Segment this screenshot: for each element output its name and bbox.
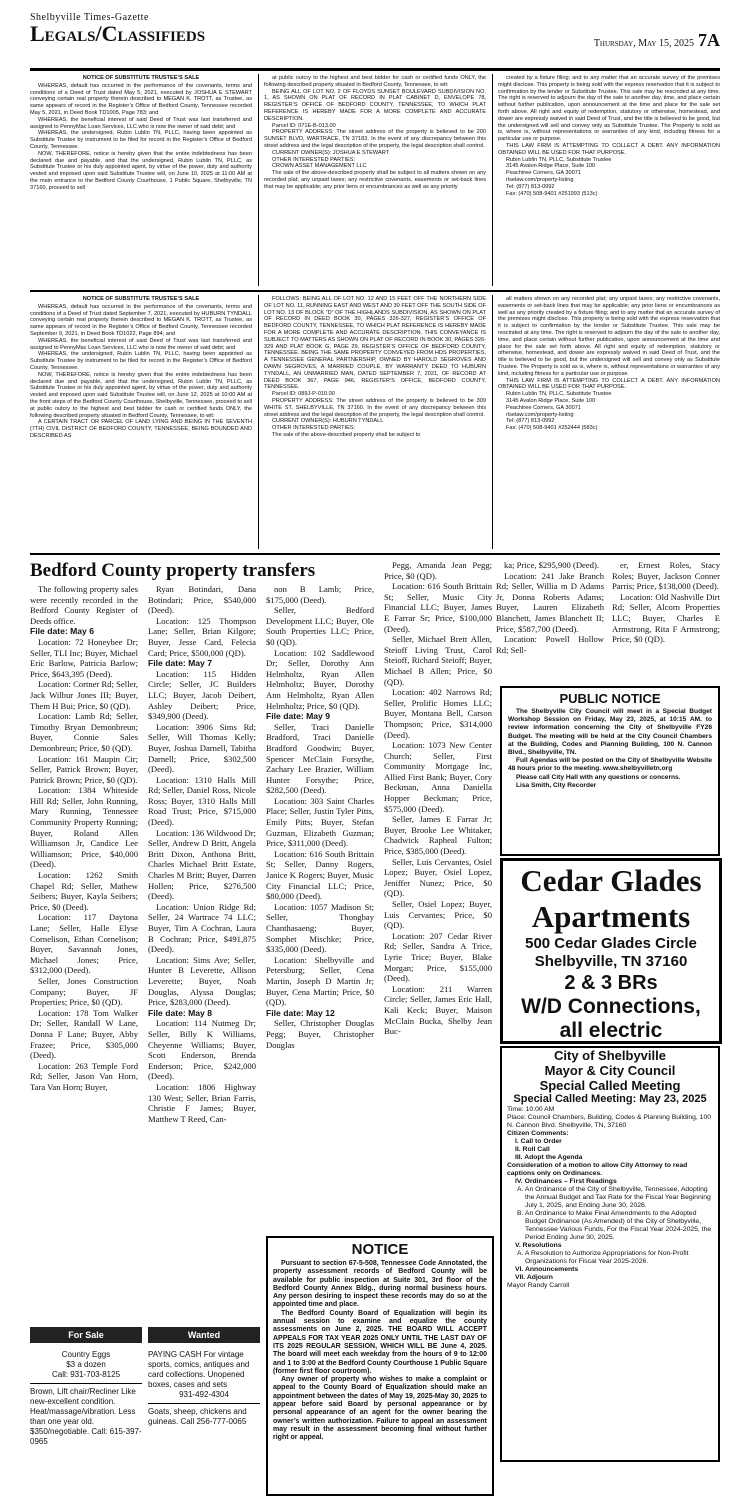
for-sale-header: For Sale bbox=[30, 1327, 142, 1343]
transfers-col6: er, Ernest Roles, Stacy Roles; Buyer, Jackson Conner Parris; Price, $138,000 (Deed). Location: Old Nashville Dirt Rd; Seller, Alcorn Properties LLC; Buyer, Charles E Armstrong, Rita F Armstrong; Price, $0 (QD). bbox=[612, 560, 720, 645]
ad-city: Shelbyville, TN 37160 bbox=[534, 953, 688, 970]
equal-housing-icon bbox=[693, 1043, 715, 1044]
section-title: Legals/Classifieds bbox=[30, 21, 206, 46]
ad-feature1: W/D Connections, bbox=[521, 995, 701, 1018]
notice1-col3: created by a fixture filing; and to any matter that an accurate survey of the premises might disclose. This property is being sold with the express reservation that it is subject to confirmation by the lender or Substitute Trustee. This sale may be rescinded at any time. The right is reserved to adjourn the day of the sale to another day, time, and place certain without further publication, upon announcement at the time and place for the sale set forth above. All right and equity of redemption, statutory or otherwise, homestead, and dower are expressly waived in said Deed of Trust, and the title is believed to be good, but the undersigned will sell and convey only as Substitute Trustee. The Property is sold as is, where is, without representations or warranties of any kind, including fitness for a particular use or purpose. THIS LAW FIRM IS ATTEMPTING TO COLLECT A DEBT. ANY INFORMATION OBTAINED WILL BE USED FOR THAT PURPOSE. Rubin Lublin TN, PLLC, Substitute Trustee 3145 Avalon Ridge Place, Suite 100 Peachtree Corners, GA 30071 rlselaw.com/property-listing Tel: (877) 813-0992 Fax: (470) 508-9401 #251993 (513c) bbox=[498, 75, 720, 197]
ad-feature2: all electric bbox=[559, 1019, 663, 1042]
transfers-headline: Bedford County property transfers bbox=[30, 560, 316, 581]
notice2-col2: FOLLOWS: BEING ALL OF LOT NO. 12 AND 15 FEET OFF THE NORTHERN SIDE OF LOT NO. 11, RUNNING EAST AND WEST AND 30 FEET OFF THE SOUTH SIDE OF LOT NO. 13 OF BLOCK “D” OF THE HIGHLANDS SUBDIVISION, AS SHOWN ON PLAT OF RECORD IN DEED BOOK 30, PAGES 326-327, REGISTER’S OFFICE OF BEDFORD COUNTY, TENNESSEE, TO WHICH PLAT REFERENCE IS HEREBY MADE FOR A MORE COMPLETE AND ACCURATE DESCRIPTION. THIS CONVEYANCE IS SUBJECT TO MATTERS AS SHOWN ON PLAT OF RECORD IN BOOK 30, PAGES 326-329 AND PLAT BOOK G, PAGE 29, REGISTER’S OFFICE OF BEDFORD COUNTY, TENNESSEE. BEING THE SAME PROPERTY CONVEYED FROM HDS PROPERTIES, A TENNESSEE GENERAL PARTNERSHIP, OWNED BY HAROLD SEGROVES AND DAWN SEGROVES, A MARRIED COUPLE, BY WARRANTY DEED TO HUBURN TYNDALL, AN UNMARRIED MAN, DATED SEPTEMBER 7, 2021, OF RECORD AT DEED BOOK 367, PAGE 946, REGISTER’S OFFICE, BEDFORD COUNTY, TENNESSEE. Parcel ID: 089J-P-010.00 PROPERTY ADDRESS: The street address of the property is believed to be 309 WHITE ST, SHELBYVILLE, TN 37160. In the event of any discrepancy between this street address and the legal description of the property, the legal description shall control. CURRENT OWNER(S): HUBURN TYNDALL OTHER INTERESTED PARTIES: The sale of the above-described property shall be subject to bbox=[264, 296, 486, 438]
page-number: 7A bbox=[698, 30, 720, 50]
tax-notice-box: NOTICE Pursuant to section 67-5-508, Tennessee Code Annotated, the property assessment records of Bedford County will be available for public inspection at Suite 301, 3rd floor of the Bedford County Annex Bldg., during normal business hours. Any person desiring to inspect these records may do so at the appointed time and place. The Bedford County Board of Equalization will begin its annual session to examine and equalize the county assessments on June 2, 2025. THE BOARD WILL ACCEPT APPEALS FOR TAX YEAR 2025 ONLY UNTIL THE LAST DAY OF ITS 2025 REGULAR SESSION, WHICH WILL BE June 4, 2025. The board will meet each weekday from the hours of 9 to 12:00 and 1 to 3:00 at the Bedford County Courthouse 1 Public Square (former first floor courtroom). Any owner of property who wishes to make a complaint or appeal to the County Board of Equalization should make an appointment between the dates of May 19, 2025-May 30, 2025 to appear before said Board by personal appearance or by personal appearance of an agent for the owner bearing the owner’s written authorization. Failure to appeal an assessment may result in the assessment becoming final without further right or appeal. bbox=[266, 1236, 494, 1496]
notice2-col1: NOTICE OF SUBSTITUTE TRUSTEE’S SALE WHEREAS, default has occurred in the performance of the covenants, terms and conditions of a Deed of Trust dated September 7, 2021, executed by HUBURN TYNDALL conveying certain real property therein described to MEGAN K. TROTT, as Trustee, as same appears of record in the Register’s Office of Bedford County, Tennessee recorded September 9, 2021, in Deed Book TD1022, Page 894; and WHEREAS, the beneficial interest of said Deed of Trust was last transferred and assigned to PennyMac Loan Services, LLC who is now the owner of said debt; and WHEREAS, the undersigned, Rubin Lublin TN, PLLC, having been appointed as Substitute Trustee by instrument to be filed for record in the Register’s Office of Bedford County, Tennessee. NOW, THEREFORE, notice is hereby given that the entire indebtedness has been declared due and payable, and that the undersigned, Rubin Lublin TN, PLLC, as Substitute Trustee or his duly appointed agent, by virtue of the power, duty and authority vested and imposed upon said Substitute Trustee will, on June 12, 2025 at 10:00 AM at the front steps of the Bedford County Courthouse, Shelbyville, Tennessee, proceed to sell at public outcry to the highest and best bidder for cash or certified funds ONLY, the following described property situated in Bedford County, Tennessee, to wit: A CERTAIN TRACT OR PARCEL OF LAND LYING AND BEING IN THE SEVENTH (7TH) CIVIL DISTRICT OF BEDFORD COUNTY, TENNESSEE, BEING BOUNDED AND DESCRIBED AS bbox=[30, 296, 252, 439]
wanted-header: Wanted bbox=[148, 1327, 260, 1343]
meeting-title: Special Called Meeting bbox=[539, 1078, 681, 1093]
transfers-col3: non B Lamb; Price, $175,000 (Deed). Seller, Bedford Development LLC; Buyer, Ole South Properties LLC; Price, $0 (QD). Location: 102 Saddlewood Dr; Seller, Dorothy Ann Helmholtz, Ryan Allen Helmholtz; Buyer, Dorothy Ann Helmholtz, Ryan Allen Helmholtz; Price, $0 (QD). File date: May 9 Seller, Traci Danielle Bradford, Traci Danielle Bradford Goodwin; Buyer, Spencer McClain Forsythe, Zachary Lee Brazier, William Hunter Forsythe; Price, $282,500 (Deed). Location: 303 Saint Charles Place; Seller, Justin Tyler Pitts, Emily Pitts; Buyer, Stefan Guzman, Elizabeth Guzman; Price, $311,000 (Deed). Location: 616 South Brittain St; Seller, Danny Rogers, Janice K Rogers; Buyer, Music City Financial LLC; Price, $80,000 (Deed). Location: 1057 Madison St; Seller, Thongbay Chanthasaeng; Buyer, Somphet Mischke; Price, $335,000 (Deed). Location: Shelbyville and Petersburg; Seller, Cena Martin, Joseph D Martin Jr; Buyer, Cena Martin; Price, $0 (QD). File date: May 12 Seller, Christopher Douglas Pegg; Buyer, Christopher Douglas bbox=[266, 584, 374, 1050]
wheelchair-icon bbox=[507, 1043, 534, 1044]
publication-name: Shelbyville Times-Gazette bbox=[30, 12, 149, 23]
public-notice-box: PUBLIC NOTICE The Shelbyville City Council will meet in a Special Budget Workshop Session on Friday, May 23, 2025, at 10:15 AM. to review information concerning the City of Shelbyville FY26 Budget. The meeting will be held at the City Council Chambers at the Building, Codes and Planning Building, 100 N. Cannon Blvd., Shelbyville, TN. Full Agendas will be posted on the City of Shelbyville Website 48 hours prior to the meeting. www.shelbyvilletn.org Please call City Hall with any questions or concerns. Lisa Smith, City Recorder bbox=[500, 686, 720, 856]
transfers-col4: Pegg, Amanda Jean Pegg; Price, $0 (QD). Location: 616 South Brittain St; Seller, Music City Financial LLC; Buyer, James E Farrar Sr; Price, $100,000 (Deed). Seller, Michael Brett Allen, Steioff Living Trust, Carol Steioff, Richard Steioff; Buyer, Michael B Allen; Price, $0 (QD). Location: 402 Narrows Rd; Seller, Prolific Homes LLC; Buyer, Montana Bell, Carson Thompson; Price, $314,000 (Deed). Location: 1073 New Center Church; Seller, First Community Mortgage Inc, Allied First Bank; Buyer, Cory Beckman, Anna Daniella Hopper Beckman; Price, $575,000 (Deed). Seller, James E Farrar Jr; Buyer, Brooke Lee Whitaker, Chadwick Rapheal Fulton; Price, $385,000 (Deed). Seller, Luis Cervantes, Osiel Lopez; Buyer, Osiel Lopez, Jeniffer Nunez; Price, $0 (QD). Seller, Osiel Lopez; Buyer, Luis Cervantes; Price, $0 (QD). Location: 207 Cedar River Rd; Seller, Sandra A Trice, Lyrie Trice; Buyer, Blake Morgan; Price, $155,000 (Deed). Location: 211 Warren Circle; Seller, James Eric Hall, Kali Keck; Buyer, Maison McClain Bucka, Shelby Jean Buc- bbox=[384, 560, 492, 1037]
transfers-col5: ka; Price, $295,900 (Deed). Location: 241 Jake Branch Rd; Seller, Willia m D Adams Jr, Donna Roberts Adams; Buyer, Lauren Elizabeth Blanchett, James Blanchett II; Price, $587,700 (Deed). Location: Powell Hollow Rd; Sell- bbox=[496, 560, 604, 655]
ad-units: 2 & 3 BRs bbox=[564, 972, 658, 994]
issue-date: Thursday, May 15, 2025 7A bbox=[593, 30, 720, 50]
cedar-glades-ad bbox=[500, 858, 722, 1044]
for-sale-listings: Country Eggs $3 a dozen Call: 931-703-8125 Brown, Lift chair/Recliner Like new-excellent condition. Heat/massage/vibration. Less than one year old. $350/negotiable. Call: 615-397-0965 bbox=[30, 1350, 142, 1446]
wanted-listings: PAYING CASH For vintage sports, comics, antiques and card collections. Unopened boxes, cases and sets 931-492-4304 Goats, sheep, chickens and guineas. Call 256-777-0065 bbox=[148, 1350, 260, 1490]
notice2-col3: all matters shown on any recorded plat; any unpaid taxes; any restrictive covenants, easements or set-back lines that may be applicable; any prior liens or encumbrances as well as any priority created by a fixture filing; and to any matter that an accurate survey of the premises might disclose. This property is being sold with the express reservation that it is subject to confirmation by the lender or Substitute Trustee. This sale may be rescinded at any time. The right is reserved to adjourn the day of the sale to another day, time, and place certain without further publication, upon announcement at the time and place for the sale set forth above. All right and equity of redemption, statutory or otherwise, homestead, and dower are expressly waived in said Deed of Trust, and the title is believed to be good, but the undersigned will sell and convey only as Substitute Trustee. The Property is sold as is, where is, without representations or warranties of any kind, including fitness for a particular use or purpose. THIS LAW FIRM IS ATTEMPTING TO COLLECT A DEBT. ANY INFORMATION OBTAINED WILL BE USED FOR THAT PURPOSE. Rubin Lublin TN, PLLC, Substitute Trustee 3145 Avalon Ridge Place, Suite 100 Peachtree Corners, GA 30071 rlselaw.com/property-listing Tel: (877) 813-0992 Fax: (470) 508-9401 #252444 (583c) bbox=[498, 296, 720, 432]
transfers-col1: The following property sales were recently recorded in the Bedford County Register of Deeds office. File date: May 6 Location: 72 Honeybee Dr; Seller, TLI Inc; Buyer, Michael Eric Barlow, Patricia Barlow; Price, $643,395 (Deed). Location: Cortner Rd; Seller, Jack Wilbur Jones III; Buyer, Them H Bui; Price, $0 (QD). Location: Lamb Rd; Seller, Timothy Bryan Demonbreun; Buyer, Connie Sales Demonbreun; Price, $0 (QD). Location: 161 Maupin Cir; Seller, Patrick Brown; Buyer, Patrick Brown; Price, $0 (QD). Location: 1384 Whiteside Hill Rd; Seller, John Running, Mary Running, Tennessee Community Property Running; Buyer, Roland Allen Williamson Jr, Candice Lee Williamson; Price, $40,000 (Deed). Location: 1262 Smith Chapel Rd; Seller, Mathew Seibers; Buyer, Kayla Seibers; Price, $0 (Deed). Location: 117 Daytona Lane; Seller, Halle Elyse Cornelison, Ethan Cornelison; Buyer, Savannah Jones, Michael Jones; Price, $312,000 (Deed). Seller, Jones Construction Company; Buyer, JF Properties; Price, $0 (QD). Location: 178 Tom Walker Dr; Seller, Randall W Lane, Donna F Lane; Buyer, Abby Frazee; Price, $305,000 (Deed). Location: 263 Temple Ford Rd; Seller, Jason Van Horn, Tara Van Horn; Buyer, bbox=[30, 584, 138, 1092]
header-rule bbox=[30, 68, 720, 71]
ad-address: 500 Cedar Glades Circle bbox=[525, 935, 697, 952]
tax-notice-title: NOTICE bbox=[351, 1241, 409, 1258]
meeting-date: Special Called Meeting: May 23, 2025 bbox=[513, 1093, 707, 1105]
council-title: Mayor & City Council bbox=[544, 1063, 676, 1078]
ad-name: Cedar Glades Apartments bbox=[520, 863, 702, 934]
notice1-col1: NOTICE OF SUBSTITUTE TRUSTEE’S SALE WHEREAS, default has occurred in the performance of the covenants, terms and conditions of a Deed of Trust dated May 5, 2021, executed by JOSHUA E STEWART conveying certain real property therein described to MEGAN K. TROTT, as Trustee, as same appears of record in the Register’s Office of Bedford County, Tennessee recorded May 5, 2021, in Deed Book TD1005, Page 783; and WHEREAS, the beneficial interest of said Deed of Trust was last transferred and assigned to PennyMac Loan Services, LLC who is now the owner of said debt; and WHEREAS, the undersigned, Rubin Lublin TN, PLLC, having been appointed as Substitute Trustee by instrument to be filed for record in the Register’s Office of Bedford County, Tennessee. NOW, THEREFORE, notice is hereby given that the entire indebtedness has been declared due and payable, and that the undersigned, Rubin Lublin TN, PLLC, as Substitute Trustee or his duly appointed agent, by virtue of the power, duty and authority vested and imposed upon said Substitute Trustee will, on June 10, 2025 at 11:00 AM at the main entrance to the Bedford County Courthouse, 1 Public Square, Shelbyville, TN 37160, proceed to sell bbox=[30, 75, 252, 191]
public-notice-title: PUBLIC NOTICE bbox=[559, 691, 661, 706]
city-title: City of Shelbyville bbox=[554, 1048, 666, 1063]
transfers-col2: Ryan Botindari, Dana Botindari; Price, $540,000 (Deed). Location: 125 Thompson Lane; Seller, Brian Kilgore; Buyer, Jesse Card, Felecia Card; Price, $500,000 (QD). File date: May 7 Location: 115 Hidden Circle; Seller, JC Builders LLC; Buyer, Jacob Deibert, Ashley Deibert; Price, $349,900 (Deed). Location: 3906 Sims Rd; Seller, Will Thomas Kelly; Buyer, Joshua Darnell, Tabitha Darnell; Price, $302,500 (Deed). Location: 1310 Halls Mill Rd; Seller, Daniel Ross, Nicole Ross; Buyer, 1310 Halls Mill Road Trust; Price, $715,000 (Deed). Location: 136 Wildwood Dr; Seller, Andrew D Britt, Angela Britt Dixon, Anthona Britt, Charles Michael Britt Estate, Charles M Britt; Buyer, Darren Hollen; Price, $276,500 (Deed). Location: Union Ridge Rd; Seller, 24 Wartrace 74 LLC; Buyer, Tim A Cochran, Laura B Cochran; Price, $491,875 (Deed). Location: Sims Ave; Seller, Hunter B Leverette, Allison Leverette; Buyer, Noah Douglas, Alyssa Douglas; Price, $283,000 (Deed). File date: May 8 Location: 114 Nutmeg Dr; Seller, Billy K Williams, Cheyenne Williams; Buyer, Scott Enderson, Brenda Enderson; Price, $242,000 (Deed). Location: 1806 Highway 130 West; Seller, Brian Farris, Christie F James; Buyer, Matthew T Reed, Can- bbox=[148, 584, 256, 1124]
page-header bbox=[30, 12, 720, 50]
notice1-col2: at public outcry to the highest and best bidder for cash or certified funds ONLY, the following described property situated in Bedford County, Tennessee, to wit: BEING ALL OF LOT NO. 2 OF FLOYDS SUNSET BOULEVARD SUBDIVISION NO. 1, AS SHOWN ON PLAT OF RECORD IN PLAT CABINET D, ENVELOPE 78, REGISTER’S OFFICE OF BEDFORD COUNTY, TENNESSEE, TO WHICH PLAT REFERENCE IS HEREBY MADE FOR A MORE COMPLETE AND ACCURATE DESCRIPTION. Parcel ID: 071E-B-013.00 PROPERTY ADDRESS: The street address of the property is believed to be 200 SUNSET BLVD, WARTRACE, TN 37183. In the event of any discrepancy between this street address and the legal description of the property, the legal description shall control. CURRENT OWNER(S): JOSHUA E STEWART OTHER INTERESTED PARTIES: CROWN ASSET MANAGEMENT LLC The sale of the above-described property shall be subject to all matters shown on any recorded plat; any unpaid taxes; any restrictive covenants, easements or set-back lines that may be applicable; any prior liens or encumbrances as well as any priority bbox=[264, 75, 486, 190]
city-meeting-notice: City of Shelbyville Mayor & City Council Special Called Meeting Special Called Meeting: May 23, 2025 Time: 10:00 AM Place: Council Chambers, Building, Codes & Planning Building, 100 N. Cannon Blvd. Shelbyville, TN, 37160 Citizen Comments: I. Call to Order II. Roll Call III. Adopt the Agenda Consideration of a motion to allow City Attorney to read captions only on Ordinances. IV. Ordinances – First Readings A. An Ordinance of the City of Shelbyville, Tennessee, Adopting the Annual Budget and Tax Rate for the Fiscal Year Beginning July 1, 2025, and Ending June 30, 2026. B. An Ordinance to Make Final Amendments to the Adopted Budget Ordinance (As Amended) of the City of Shelbyville, Tennessee Various Funds, For the Fiscal Year 2024-2025, the Period Ending June 30, 2025. V. Resolutions A. A Resolution to Authorize Appropriations for Non-Profit Organizations for Fiscal Year 2025-2026. VI. Announcements VII. Adjourn Mayor Randy Carroll bbox=[500, 1046, 720, 1462]
